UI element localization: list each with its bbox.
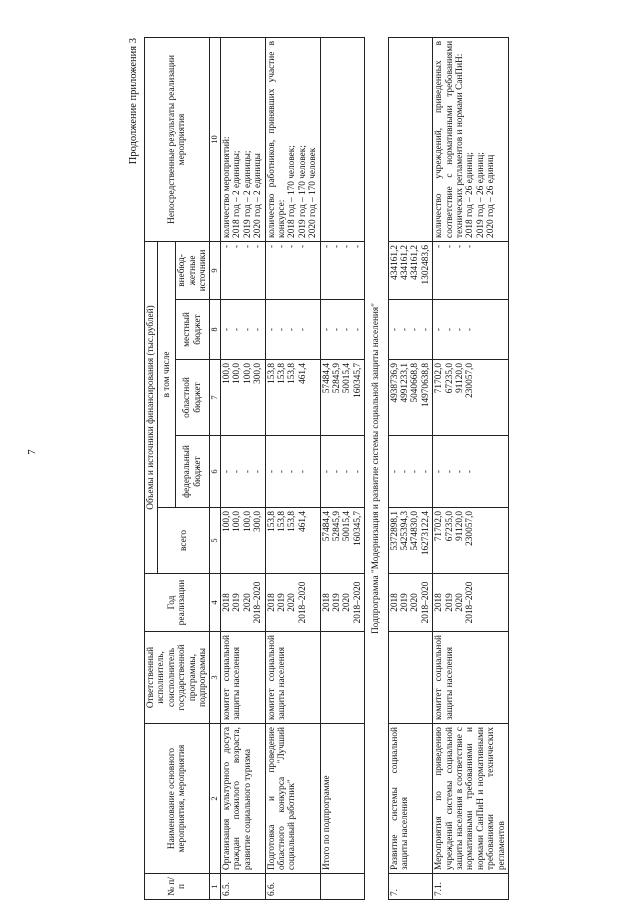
row-years-line: 2018 xyxy=(434,593,445,612)
row-federal xyxy=(220,436,265,508)
row-local-line: - xyxy=(297,327,308,332)
row-federal-line: - xyxy=(242,469,253,474)
row-local-line: - xyxy=(444,327,455,332)
row-local xyxy=(320,300,365,360)
row-total-line: 230057,0 xyxy=(465,511,476,546)
row-extra-line: 1302483,6 xyxy=(420,244,431,285)
row-years-line: 2018 xyxy=(266,593,277,612)
row-extra-line: - xyxy=(332,244,343,249)
row-regional-line: 4991233,1 xyxy=(400,363,411,403)
row-extra xyxy=(265,241,320,299)
col-number: 1 xyxy=(210,874,221,900)
header-num: № п/п xyxy=(145,874,210,900)
row-federal-line: - xyxy=(332,469,343,474)
row-regional-line: 230057,0 xyxy=(465,363,476,398)
table-row xyxy=(320,37,365,899)
row-regional-line: 300,0 xyxy=(253,363,264,384)
row-years-line: 2018–2020 xyxy=(297,581,308,624)
col-number: 6 xyxy=(210,436,221,508)
row-executor: комитет социальной защиты населения xyxy=(433,632,509,724)
row-total xyxy=(388,508,433,574)
row-regional-line: 5040668,8 xyxy=(410,363,421,403)
row-total-line: 100,0 xyxy=(221,511,232,532)
row-result-line: 2018 год – 26 единиц; xyxy=(465,152,476,238)
row-extra xyxy=(220,241,265,299)
row-extra-line: - xyxy=(297,244,308,249)
col-number: 9 xyxy=(210,241,221,299)
row-name: Подготовка и проведение областного конкурса "Лучший социальный работник" xyxy=(265,724,320,874)
row-years-line: 2018–2020 xyxy=(420,581,431,624)
row-local-line: - xyxy=(266,327,277,332)
row-extra-line: - xyxy=(342,244,353,249)
rotated-page xyxy=(128,32,638,900)
row-result-line: количество работников, принявших участие в конкурсе: xyxy=(266,40,287,238)
row-regional-line: 153,8 xyxy=(287,363,298,384)
row-name: Мероприятия по приведению учреждений системы социальной защиты населения в соответствие с нормативными требованиями и нормами СанПиН и нормативными требованиями технических регламентов xyxy=(433,724,509,874)
row-federal-line: - xyxy=(232,469,243,474)
row-regional xyxy=(433,360,509,436)
row-extra-line: 434161,2 xyxy=(410,244,421,280)
row-years-line: 2020 xyxy=(410,593,421,612)
row-regional-line: 153,8 xyxy=(276,363,287,384)
row-result-line: 2018 год – 170 человек; xyxy=(287,145,298,238)
row-years-line: 2020 xyxy=(342,593,353,612)
row-years xyxy=(388,574,433,632)
row-years xyxy=(433,574,509,632)
row-total-line: 300,0 xyxy=(253,511,264,532)
row-num: 7. xyxy=(388,874,433,900)
header-row-1 xyxy=(145,37,158,899)
row-federal xyxy=(265,436,320,508)
header-extra: внебюд-жетные источники xyxy=(176,241,210,299)
row-num: 7.1. xyxy=(433,874,509,900)
row-result-line: количество мероприятий: xyxy=(221,136,232,238)
row-total-line: 67235,0 xyxy=(444,511,455,542)
row-federal-line: - xyxy=(444,469,455,474)
row-local-line: - xyxy=(332,327,343,332)
row-years-line: 2018–2020 xyxy=(253,581,264,624)
row-extra-line: - xyxy=(266,244,277,249)
row-executor xyxy=(388,632,433,724)
row-result-line: 2020 год – 26 единиц xyxy=(486,154,497,238)
col-number: 10 xyxy=(210,37,221,241)
row-years-line: 2018 xyxy=(221,593,232,612)
row-regional-line: 100,0 xyxy=(221,363,232,384)
row-years-line: 2020 xyxy=(242,593,253,612)
row-local-line: - xyxy=(232,327,243,332)
subprogram-row xyxy=(365,37,388,899)
table-row xyxy=(433,37,509,899)
row-local-line: - xyxy=(242,327,253,332)
row-total-line: 16273122,4 xyxy=(420,511,431,556)
row-total xyxy=(320,508,365,574)
row-federal-line: - xyxy=(389,469,400,474)
row-extra-line: - xyxy=(253,244,264,249)
row-years-line: 2019 xyxy=(232,593,243,612)
row-local-line: - xyxy=(400,327,411,332)
header-year: Год реализации xyxy=(145,574,210,632)
row-federal-line: - xyxy=(420,469,431,474)
row-total-line: 5372898,1 xyxy=(389,511,400,551)
row-regional xyxy=(220,360,265,436)
row-years-line: 2018 xyxy=(321,593,332,612)
table-row xyxy=(388,37,433,899)
row-federal-line: - xyxy=(266,469,277,474)
row-federal-line: - xyxy=(321,469,332,474)
row-years-line: 2019 xyxy=(276,593,287,612)
row-regional-line: 4938736,9 xyxy=(389,363,400,403)
row-executor: комитет социальной защиты населения xyxy=(220,632,265,724)
row-result xyxy=(320,37,365,241)
row-regional-line: 67235,0 xyxy=(444,363,455,394)
row-total-line: 153,8 xyxy=(266,511,277,532)
col-number: 8 xyxy=(210,300,221,360)
row-local-line: - xyxy=(410,327,421,332)
row-extra xyxy=(320,241,365,299)
header-name: Наименование основного мероприятия, мероприятия xyxy=(145,724,210,874)
header-volumes: Объемы и источники финансирования (тыс.рублей) xyxy=(145,241,158,573)
row-total xyxy=(433,508,509,574)
row-federal-line: - xyxy=(465,469,476,474)
header-total: всего xyxy=(158,508,210,574)
row-federal-line: - xyxy=(221,469,232,474)
row-executor: комитет социальной защиты населения xyxy=(265,632,320,724)
row-total-line: 5474830,0 xyxy=(410,511,421,551)
header-executor: Ответственный исполнитель, соисполнитель государственной программы, подпрограммы xyxy=(145,632,210,724)
row-total-line: 50015,4 xyxy=(342,511,353,542)
row-result xyxy=(388,37,433,241)
row-result xyxy=(433,37,509,241)
row-federal xyxy=(433,436,509,508)
row-num: 6.6. xyxy=(265,874,320,900)
row-local xyxy=(388,300,433,360)
row-years-line: 2018 xyxy=(389,593,400,612)
row-local-line: - xyxy=(342,327,353,332)
col-number: 7 xyxy=(210,360,221,436)
row-federal-line: - xyxy=(342,469,353,474)
header-regional: областной бюджет xyxy=(176,360,210,436)
row-total xyxy=(265,508,320,574)
row-regional-line: 50015,4 xyxy=(342,363,353,394)
row-federal-line: - xyxy=(276,469,287,474)
row-total-line: 52845,9 xyxy=(332,511,343,542)
col-number: 4 xyxy=(210,574,221,632)
row-years-line: 2018–2020 xyxy=(352,581,363,624)
row-total-line: 71702,0 xyxy=(434,511,445,542)
row-result-line: 2019 год – 26 единиц; xyxy=(475,152,486,238)
row-extra-line: - xyxy=(287,244,298,249)
row-local-line: - xyxy=(276,327,287,332)
row-years-line: 2020 xyxy=(287,593,298,612)
row-total-line: 153,8 xyxy=(276,511,287,532)
row-years xyxy=(265,574,320,632)
row-extra xyxy=(388,241,433,299)
row-extra-line: - xyxy=(444,244,455,249)
row-regional-line: 52845,9 xyxy=(332,363,343,394)
row-total-line: 153,8 xyxy=(287,511,298,532)
row-regional-line: 71702,0 xyxy=(434,363,445,394)
row-regional-line: 57484,4 xyxy=(321,363,332,394)
row-total-line: 100,0 xyxy=(232,511,243,532)
row-federal-line: - xyxy=(253,469,264,474)
row-total-line: 91120,0 xyxy=(455,511,466,541)
row-federal xyxy=(388,436,433,508)
row-local-line: - xyxy=(253,327,264,332)
financing-table xyxy=(144,37,509,900)
row-num xyxy=(320,874,365,900)
subprogram-title: Подпрограмма "Модернизация и развитие системы социальной защиты населения" xyxy=(365,37,388,899)
row-years-line: 2018–2020 xyxy=(465,581,476,624)
row-regional xyxy=(388,360,433,436)
row-total-line: 100,0 xyxy=(242,511,253,532)
row-regional xyxy=(265,360,320,436)
row-years xyxy=(320,574,365,632)
row-federal xyxy=(320,436,365,508)
row-result-line: 2019 год – 2 единицы; xyxy=(242,150,253,238)
row-total-line: 57484,4 xyxy=(321,511,332,542)
row-years-line: 2019 xyxy=(332,593,343,612)
row-total-line: 5425394,3 xyxy=(400,511,411,551)
row-executor xyxy=(320,632,365,724)
row-extra-line: - xyxy=(455,244,466,249)
row-extra-line: 434161,2 xyxy=(389,244,400,280)
row-years-line: 2019 xyxy=(444,593,455,612)
row-result xyxy=(265,37,320,241)
row-result-line: 2018 год – 2 единицы; xyxy=(232,150,243,238)
row-result-line: количество учреждений, приведенных в соответствие с нормативными требованиями технических регламентов и нормами СанПиН: xyxy=(434,40,466,238)
row-federal-line: - xyxy=(400,469,411,474)
row-local-line: - xyxy=(465,327,476,332)
row-name: Организация культурного досуга граждан пожилого возраста, развитие социального туризма xyxy=(220,724,265,874)
row-local xyxy=(265,300,320,360)
row-local-line: - xyxy=(352,327,363,332)
row-years-line: 2020 xyxy=(455,593,466,612)
header-results: Непосредственные результаты реализации мероприятия xyxy=(145,37,210,241)
row-extra-line: - xyxy=(276,244,287,249)
col-number: 2 xyxy=(210,724,221,874)
row-num: 6.5. xyxy=(220,874,265,900)
row-federal-line: - xyxy=(434,469,445,474)
row-result-line: 2019 год – 170 человек; xyxy=(297,145,308,238)
header-federal: федеральный бюджет xyxy=(176,436,210,508)
row-extra-line: - xyxy=(465,244,476,249)
row-regional-line: 100,0 xyxy=(242,363,253,384)
row-name: Итого по подпрограмме xyxy=(320,724,365,874)
header-local: местный бюджет xyxy=(176,300,210,360)
row-local-line: - xyxy=(389,327,400,332)
col-number: 5 xyxy=(210,508,221,574)
row-regional-line: 100,0 xyxy=(232,363,243,384)
caption: Продолжение приложения 3 xyxy=(128,38,139,165)
header-incl: в том числе xyxy=(158,241,176,507)
row-local-line: - xyxy=(455,327,466,332)
row-result-line: 2020 год – 2 единицы xyxy=(253,153,264,238)
row-federal-line: - xyxy=(410,469,421,474)
row-federal-line: - xyxy=(297,469,308,474)
row-years-line: 2019 xyxy=(400,593,411,612)
column-number-row xyxy=(210,37,221,899)
row-extra-line: - xyxy=(221,244,232,249)
row-local-line: - xyxy=(321,327,332,332)
page-number: 7 xyxy=(26,449,38,455)
row-extra-line: - xyxy=(352,244,363,249)
row-federal-line: - xyxy=(287,469,298,474)
row-federal-line: - xyxy=(455,469,466,474)
row-regional-line: 461,4 xyxy=(297,363,308,384)
row-local-line: - xyxy=(221,327,232,332)
row-extra-line: 434161,2 xyxy=(400,244,411,280)
row-regional-line: 160345,7 xyxy=(352,363,363,398)
row-local xyxy=(433,300,509,360)
row-total xyxy=(220,508,265,574)
row-total-line: 160345,7 xyxy=(352,511,363,546)
row-extra-line: - xyxy=(242,244,253,249)
row-result-line: 2020 год – 170 человек xyxy=(308,147,319,238)
row-extra-line: - xyxy=(434,244,445,249)
row-total-line: 461,4 xyxy=(297,511,308,532)
row-extra xyxy=(433,241,509,299)
row-extra-line: - xyxy=(321,244,332,249)
row-local-line: - xyxy=(420,327,431,332)
row-local-line: - xyxy=(434,327,445,332)
row-federal-line: - xyxy=(352,469,363,474)
row-regional-line: 14970638,8 xyxy=(420,363,431,408)
col-number: 3 xyxy=(210,632,221,724)
row-regional-line: 153,8 xyxy=(266,363,277,384)
row-extra-line: - xyxy=(232,244,243,249)
row-regional xyxy=(320,360,365,436)
row-years xyxy=(220,574,265,632)
row-local xyxy=(220,300,265,360)
row-regional-line: 91120,0 xyxy=(455,363,466,393)
row-name: Развитие системы социальной защиты населения xyxy=(388,724,433,874)
row-local-line: - xyxy=(287,327,298,332)
row-result xyxy=(220,37,265,241)
table-row xyxy=(220,37,265,899)
table-row xyxy=(265,37,320,899)
